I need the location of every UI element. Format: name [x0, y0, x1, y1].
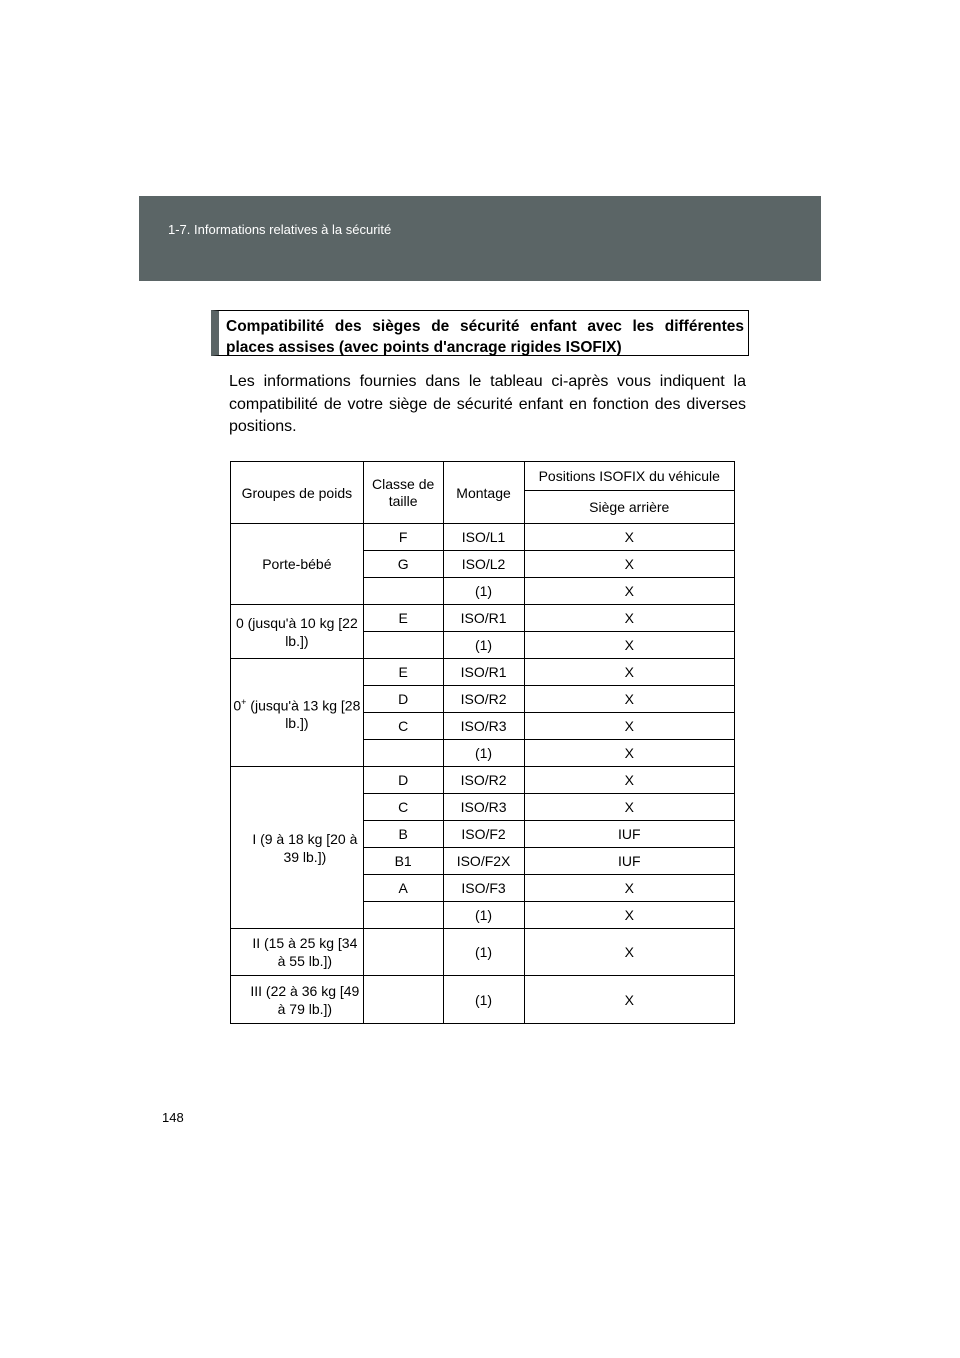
mounting-cell: ISO/F3: [443, 875, 524, 902]
size-class-cell: [363, 578, 443, 605]
group-0-plus-rest: (jusqu'à 13 kg [28 lb.]): [246, 697, 361, 732]
mounting-cell: (1): [443, 902, 524, 929]
rear-seat-cell: X: [524, 740, 735, 767]
rear-seat-cell: X: [524, 578, 735, 605]
group-carrycot: Porte-bébé: [231, 524, 364, 605]
mounting-cell: ISO/F2X: [443, 848, 524, 875]
rear-seat-cell: X: [524, 632, 735, 659]
table-header-row: [231, 462, 735, 491]
mounting-cell: (1): [443, 740, 524, 767]
header-isofix-positions: Positions ISOFIX du véhicule: [524, 462, 735, 491]
size-class-cell: [363, 902, 443, 929]
mounting-cell: ISO/R3: [443, 794, 524, 821]
mounting-cell: ISO/R2: [443, 767, 524, 794]
size-class-cell: G: [363, 551, 443, 578]
header-mounting: Montage: [443, 462, 524, 524]
group-0-plus: [231, 659, 364, 767]
table-row: [231, 767, 735, 794]
rear-seat-cell: X: [524, 794, 735, 821]
group-0: 0 (jusqu'à 10 kg [22 lb.]): [231, 605, 364, 659]
mounting-cell: ISO/R3: [443, 713, 524, 740]
size-class-cell: B1: [363, 848, 443, 875]
rear-seat-cell: X: [524, 767, 735, 794]
breadcrumb: 1-7. Informations relatives à la sécurité: [168, 222, 392, 237]
size-class-cell: E: [363, 659, 443, 686]
table-row: [231, 524, 735, 551]
rear-seat-cell: X: [524, 686, 735, 713]
isofix-compatibility-table: [230, 461, 735, 1024]
rear-seat-cell: X: [524, 605, 735, 632]
mounting-cell: ISO/R1: [443, 605, 524, 632]
rear-seat-cell: IUF: [524, 821, 735, 848]
intro-paragraph: Les informations fournies dans le tableau ci-après vous indiquent la compatibilité de votre siège de sécurité enfant en fonction des diverses positions.: [229, 373, 746, 435]
rear-seat-cell: IUF: [524, 848, 735, 875]
table-row: [231, 976, 735, 1024]
size-class-cell: E: [363, 605, 443, 632]
mounting-cell: (1): [443, 632, 524, 659]
mounting-cell: ISO/L1: [443, 524, 524, 551]
chapter-header: [139, 196, 821, 281]
mounting-cell: ISO/R1: [443, 659, 524, 686]
header-weight-groups: Groupes de poids: [231, 462, 364, 524]
group-3: III (22 à 36 kg [49 à 79 lb.]): [231, 976, 364, 1024]
header-rear-seat: Siège arrière: [524, 491, 735, 524]
size-class-cell: D: [363, 686, 443, 713]
group-0-plus-base: 0: [233, 697, 242, 714]
table-row: [231, 659, 735, 686]
size-class-cell: C: [363, 713, 443, 740]
rear-seat-cell: X: [524, 713, 735, 740]
mounting-cell: ISO/R2: [443, 686, 524, 713]
rear-seat-cell: X: [524, 659, 735, 686]
mounting-cell: ISO/F2: [443, 821, 524, 848]
mounting-cell: (1): [443, 976, 524, 1024]
size-class-cell: C: [363, 794, 443, 821]
size-class-cell: F: [363, 524, 443, 551]
size-class-cell: B: [363, 821, 443, 848]
mounting-cell: (1): [443, 578, 524, 605]
rear-seat-cell: X: [524, 902, 735, 929]
header-size-class: Classe de taille: [363, 462, 443, 524]
mounting-cell: ISO/L2: [443, 551, 524, 578]
size-class-cell: [363, 740, 443, 767]
size-class-cell: A: [363, 875, 443, 902]
section-title: Compatibilité des sièges de sécurité enfant avec les différentes places assises (avec points d'ancrage rigides ISOFIX): [226, 318, 744, 356]
size-class-cell: [363, 976, 443, 1024]
rear-seat-cell: X: [524, 929, 735, 976]
group-1: I (9 à 18 kg [20 à 39 lb.]): [231, 767, 364, 929]
size-class-cell: [363, 929, 443, 976]
table-row: [231, 929, 735, 976]
page-number: 148: [162, 1110, 184, 1125]
size-class-cell: [363, 632, 443, 659]
size-class-cell: D: [363, 767, 443, 794]
rear-seat-cell: X: [524, 976, 735, 1024]
mounting-cell: (1): [443, 929, 524, 976]
section-heading-box: [211, 310, 749, 356]
table-row: [231, 605, 735, 632]
rear-seat-cell: X: [524, 524, 735, 551]
rear-seat-cell: X: [524, 875, 735, 902]
group-0-plus-sup: +: [241, 696, 247, 707]
group-2: II (15 à 25 kg [34 à 55 lb.]): [231, 929, 364, 976]
rear-seat-cell: X: [524, 551, 735, 578]
